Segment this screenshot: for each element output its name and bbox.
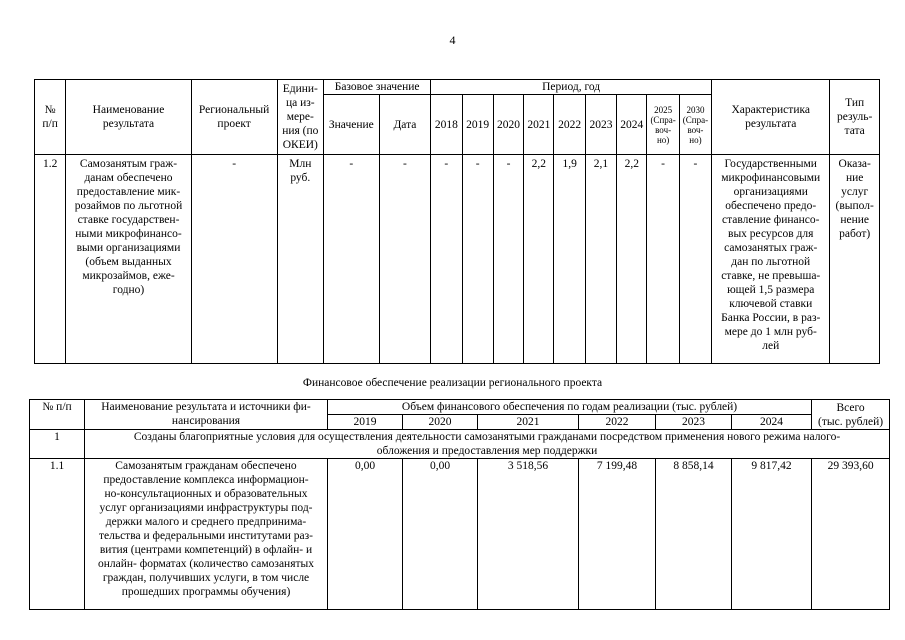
header-unit: Едини- ца из- мере- ния (по ОКЕИ) — [277, 80, 323, 155]
cell-value: 8 858,14 — [656, 459, 732, 610]
header-name: Наименование результата и источники фи- нансирования — [85, 400, 328, 430]
cell-year-2025: - — [647, 155, 679, 364]
header-year: 2024 — [732, 415, 812, 430]
header-year-2025: 2025 (Спра- воч- но) — [647, 95, 679, 155]
cell-value: 3 518,56 — [478, 459, 579, 610]
cell-year: - — [493, 155, 523, 364]
cell-name: Самозанятым гражданам обеспечено предоставление комплекса информацион- но-консультационных и образовательных услуг организациями инфраструктуры под- держки малого и среднего предпринима- тельства и федеральными институтами раз- вития (центрами компетенций) в офлайн- и онлайн- форматах (количество самозанятых граждан, получивших услуги, в том числе прошедших программы обучения) — [85, 459, 328, 610]
table-row — [30, 459, 890, 610]
cell-project: - — [191, 155, 277, 364]
cell-value: 0,00 — [403, 459, 478, 610]
cell-type: Оказа- ние услуг (выпол- нение работ) — [830, 155, 880, 364]
table-row — [35, 155, 880, 364]
cell-base-value: - — [324, 155, 380, 364]
section-num: 1 — [30, 430, 85, 459]
header-year: 2023 — [585, 95, 616, 155]
header-year: 2020 — [493, 95, 523, 155]
header-base-date: Дата — [379, 95, 431, 155]
header-num: № п/п — [35, 80, 66, 155]
finance-table — [29, 399, 890, 610]
cell-value: 9 817,42 — [732, 459, 812, 610]
section-text: Созданы благоприятные условия для осуществления деятельности самозанятыми гражданами посредством применения нового режима налого- обложения и предоставления мер поддержки — [85, 430, 890, 459]
header-volume: Объем финансового обеспечения по годам реализации (тыс. рублей) — [328, 400, 812, 415]
header-year: 2018 — [431, 95, 462, 155]
header-characteristic: Характеристика результата — [712, 80, 830, 155]
cell-characteristic: Государственными микрофинансовыми организациями обеспечено предо- ставление финансо- вых ресурсов для самозанятых граж- дан по льготной ставке, не превыша- ющей 1,5 размера ключевой ставки Банка России, в раз- мере до 1 млн руб- лей — [712, 155, 830, 364]
header-year: 2021 — [524, 95, 554, 155]
section-row — [30, 430, 890, 459]
cell-num: 1.1 — [30, 459, 85, 610]
cell-year: 2,1 — [585, 155, 616, 364]
header-period: Период, год — [431, 80, 712, 95]
cell-year: - — [431, 155, 462, 364]
header-year: 2020 — [403, 415, 478, 430]
header-total: Всего (тыс. рублей) — [812, 400, 890, 430]
page-number: 4 — [449, 33, 456, 47]
cell-total: 29 393,60 — [812, 459, 890, 610]
header-year: 2022 — [579, 415, 656, 430]
header-name: Наименование результата — [66, 80, 191, 155]
header-type: Тип резуль- тата — [830, 80, 880, 155]
header-year: 2023 — [656, 415, 732, 430]
cell-year: 2,2 — [617, 155, 647, 364]
header-base: Базовое значение — [324, 80, 431, 95]
cell-num: 1.2 — [35, 155, 66, 364]
cell-name: Самозанятым граж- данам обеспечено предоставление мик- розаймов по льготной ставке государствен- ными микрофинансо- выми организациями (объем выданных микрозаймов, еже- годно) — [66, 155, 191, 364]
cell-year: 1,9 — [554, 155, 585, 364]
cell-value: 0,00 — [328, 459, 403, 610]
cell-unit: Млн руб. — [277, 155, 323, 364]
results-table — [34, 79, 880, 364]
cell-value: 7 199,48 — [579, 459, 656, 610]
cell-year-2030: - — [679, 155, 711, 364]
header-num: № п/п — [30, 400, 85, 430]
header-year: 2024 — [617, 95, 647, 155]
header-year-2030: 2030 (Спра- воч- но) — [679, 95, 711, 155]
cell-year: 2,2 — [524, 155, 554, 364]
cell-base-date: - — [379, 155, 431, 364]
finance-title: Финансовое обеспечение реализации регионального проекта — [302, 377, 603, 389]
header-project: Региональный проект — [191, 80, 277, 155]
header-year: 2019 — [462, 95, 493, 155]
header-base-value: Значение — [324, 95, 380, 155]
cell-year: - — [462, 155, 493, 364]
header-year: 2019 — [328, 415, 403, 430]
header-year: 2021 — [478, 415, 579, 430]
header-year: 2022 — [554, 95, 585, 155]
